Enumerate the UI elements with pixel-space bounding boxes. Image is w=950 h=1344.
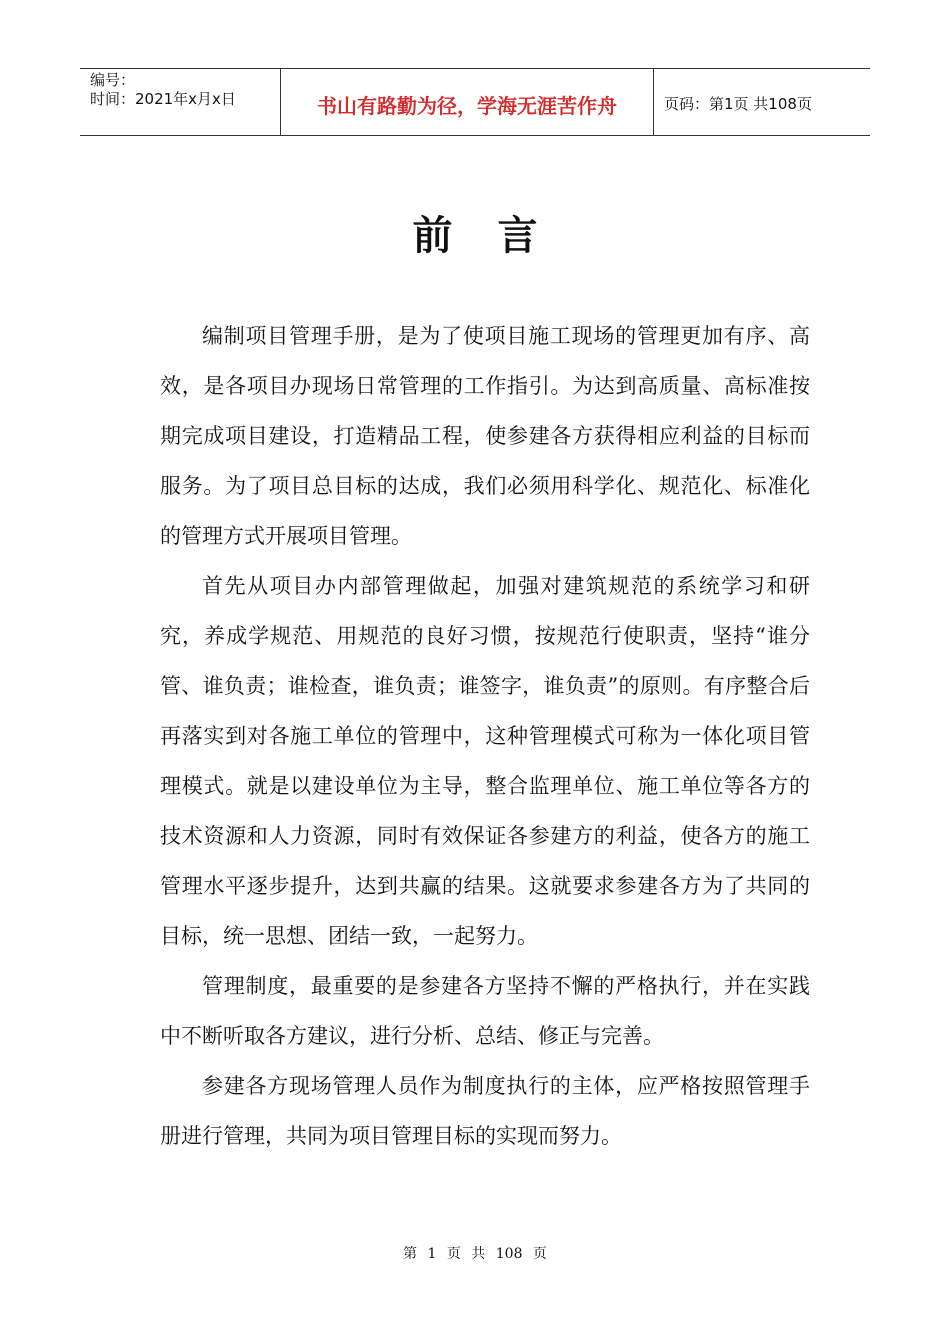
page-footer: 第 1 页 共 108 页: [403, 1246, 547, 1262]
paragraph: 管理制度，最重要的是参建各方坚持不懈的严格执行，并在实践中不断听取各方建议，进行分析、总结、修正与完善。: [160, 974, 810, 1048]
paragraph: 参建各方现场管理人员作为制度执行的主体，应严格按照管理手册进行管理，共同为项目管理目标的实现而努力。: [160, 1074, 810, 1148]
header-meta: [80, 69, 281, 135]
date-label: 时间：2021年x月x日: [90, 90, 236, 108]
header-motto: 书山有路勤为径，学海无涯苦作舟: [281, 69, 654, 135]
page-header: [80, 68, 870, 136]
document-body: [160, 311, 810, 1161]
paragraph: 编制项目管理手册，是为了使项目施工现场的管理更加有序、高效，是各项目办现场日常管理的工作指引。为达到高质量、高标准按期完成项目建设，打造精品工程，使参建各方获得相应利益的目标而服务。为了项目总目标的达成，我们必须用科学化、规范化、标准化的管理方式开展项目管理。: [160, 324, 810, 548]
paragraph: 首先从项目办内部管理做起，加强对建筑规范的系统学习和研究，养成学规范、用规范的良好习惯，按规范行使职责，坚持“谁分管、谁负责；谁检查，谁负责；谁签字，谁负责”的原则。有序整合后再落实到对各施工单位的管理中，这种管理模式可称为一体化项目管理模式。就是以建设单位为主导，整合监理单位、施工单位等各方的技术资源和人力资源，同时有效保证各参建方的利益，使各方的施工管理水平逐步提升，达到共赢的结果。这就要求参建各方为了共同的目标，统一思想、团结一致，一起努力。: [160, 574, 810, 948]
serial-label: 编号：: [90, 71, 136, 89]
header-page-info: 页码：第1页 共108页: [664, 94, 812, 113]
document-title: 前言: [412, 212, 583, 259]
